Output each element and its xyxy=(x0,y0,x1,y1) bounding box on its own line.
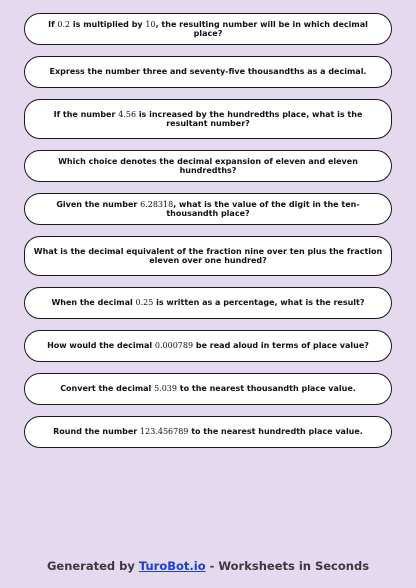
question-text: How would the decimal 0.000789 be read aloud in terms of place value? xyxy=(47,341,369,351)
question-text: Given the number 6.28318, what is the value of the digit in the ten-thousandth place? xyxy=(56,199,360,218)
question-text: If 0.2 is multiplied by 10, the resulting number will be in which decimal place? xyxy=(48,19,368,38)
question-card-2 xyxy=(24,56,392,88)
number: 123.456789 xyxy=(140,427,189,437)
question-card-10 xyxy=(24,416,392,448)
question-text: If the number 4.56 is increased by the hundredths place, what is the resultant number? xyxy=(53,109,363,128)
question-list xyxy=(24,13,392,459)
turobot-link[interactable]: TuroBot.io xyxy=(138,559,206,573)
question-card-1 xyxy=(24,13,392,45)
question-card-9 xyxy=(24,373,392,405)
footer xyxy=(0,559,416,573)
question-text: Convert the decimal 5.039 to the nearest thousandth place value. xyxy=(60,384,356,394)
question-card-6 xyxy=(24,236,392,276)
question-text: What is the decimal equivalent of the fraction nine over ten plus the fraction eleven over one hundred? xyxy=(33,246,383,265)
question-text: When the decimal 0.25 is written as a percentage, what is the result? xyxy=(51,298,365,308)
question-card-7 xyxy=(24,287,392,319)
number: 0.2 xyxy=(57,19,71,29)
number: 0.25 xyxy=(135,298,154,308)
question-card-8 xyxy=(24,330,392,362)
footer-suffix: - Worksheets in Seconds xyxy=(205,559,370,573)
question-card-3 xyxy=(24,99,392,139)
question-text: Which choice denotes the decimal expansion of eleven and eleven hundredths? xyxy=(58,156,358,175)
number: 10 xyxy=(145,19,156,29)
question-card-5 xyxy=(24,193,392,225)
footer-prefix: Generated by xyxy=(46,559,139,573)
question-text: Round the number 123.456789 to the nearest hundredth place value. xyxy=(53,427,363,437)
number: 6.28318 xyxy=(140,199,174,209)
number: 0.000789 xyxy=(154,341,194,351)
question-text: Express the number three and seventy-five thousandths as a decimal. xyxy=(49,67,367,77)
number: 4.56 xyxy=(118,109,137,119)
number: 5.039 xyxy=(154,384,177,394)
question-card-4 xyxy=(24,150,392,182)
